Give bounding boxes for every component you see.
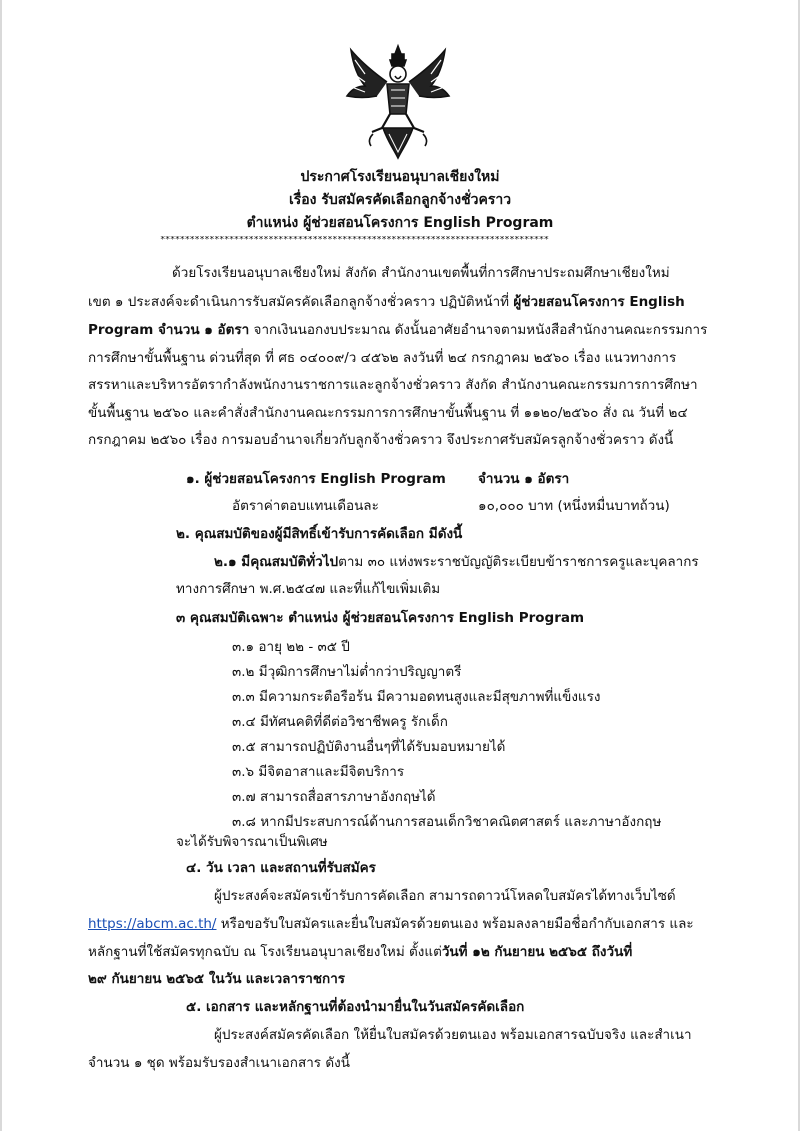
title-line-2: เรื่อง รับสมัครคัดเลือกลูกจ้างชั่วคราว bbox=[288, 192, 512, 208]
section-4-date-range: วันที่ ๑๒ กันยายน ๒๕๖๕ ถึงวันที่ bbox=[441, 944, 633, 960]
intro-line-3 bbox=[88, 321, 707, 339]
section-5-line-2: จำนวน ๑ ชุด พร้อมรับรองสำเนาเอกสาร ดังนี้ bbox=[88, 1055, 350, 1071]
intro-line-3-text: จากเงินนอกงบประมาณ ดังนั้นอาศัยอำนาจตามหนังสือสำนักงานคณะกรรมการ bbox=[253, 322, 708, 338]
application-website-link[interactable]: https://abcm.ac.th/ bbox=[88, 916, 217, 932]
intro-line-4: การศึกษาขั้นพื้นฐาน ด่วนที่สุด ที่ ศธ ๐๔๐๐๙/ว ๔๕๖๒ ลงวันที่ ๒๔ กรกฎาคม ๒๕๖๐ เรื่อง แนวทางการ bbox=[88, 350, 677, 366]
intro-line-2 bbox=[88, 293, 685, 311]
section-4-line-4 bbox=[88, 970, 345, 988]
qualification-item: ๓.๑ อายุ ๒๒ - ๓๕ ปี bbox=[232, 639, 350, 655]
salary-label: อัตราค่าตอบแทนเดือนละ bbox=[232, 498, 379, 514]
intro-line-7: กรกฎาคม ๒๕๖๐ เรื่อง การมอบอำนาจเกี่ยวกับลูกจ้างชั่วคราว จึงประกาศรับสมัครลูกจ้างชั่วคราว ดังนี้ bbox=[88, 432, 674, 448]
section-4-line-2 bbox=[88, 915, 694, 933]
section-4-line-2-text: หรือขอรับใบสมัครและยื่นใบสมัครด้วยตนเอง พร้อมลงลายมือชื่อกำกับเอกสาร และ bbox=[220, 916, 694, 932]
intro-line-1: ด้วยโรงเรียนอนุบาลเชียงใหม่ สังกัด สำนักงานเขตพื้นที่การศึกษาประถมศึกษาเชียงใหม่ bbox=[172, 265, 670, 281]
qualification-item: ๓.๖ มีจิตอาสาและมีจิตบริการ bbox=[232, 764, 405, 780]
qualification-closing: จะได้รับพิจารณาเป็นพิเศษ bbox=[176, 834, 328, 850]
section-3-heading: ๓ คุณสมบัติเฉพาะ ตำแหน่ง ผู้ช่วยสอนโครงการ English Program bbox=[176, 610, 585, 626]
section-4-heading: ๔. วัน เวลา และสถานที่รับสมัคร bbox=[186, 860, 376, 876]
garuda-emblem-icon bbox=[343, 42, 453, 162]
section-4-end-date: ๒๙ กันยายน ๒๕๖๕ ในวัน bbox=[88, 971, 242, 987]
section-2-1-line-2: ทางการศึกษา พ.ศ.๒๕๔๗ และที่แก้ไขเพิ่มเติม bbox=[176, 581, 441, 597]
section-2-1-bold: ๒.๑ มีคุณสมบัติทั่วไป bbox=[214, 554, 339, 570]
section-4-line-3 bbox=[88, 943, 632, 961]
salary-value: ๑๐,๐๐๐ บาท (หนึ่งหมื่นบาทถ้วน) bbox=[478, 498, 670, 514]
qualification-item: ๓.๓ มีความกระตือรือร้น มีความอดทนสูงและมีสุขภาพที่แข็งแรง bbox=[232, 689, 601, 705]
asterisk-divider: ******************************************************************************* bbox=[160, 236, 549, 244]
qualification-item: ๓.๘ หากมีประสบการณ์ด้านการสอนเด็กวิชาคณิตศาสตร์ และภาษาอังกฤษ bbox=[232, 814, 662, 830]
qualification-item: ๓.๕ สามารถปฏิบัติงานอื่นๆที่ได้รับมอบหมายได้ bbox=[232, 739, 506, 755]
section-4-office-hours: และเวลาราชการ bbox=[245, 971, 346, 987]
section-2-heading: ๒. คุณสมบัติของผู้มีสิทธิ์เข้ารับการคัดเลือก มีดังนี้ bbox=[176, 526, 463, 542]
intro-line-6: ขั้นพื้นฐาน ๒๕๖๐ และคำสั่งสำนักงานคณะกรรมการการศึกษาขั้นพื้นฐาน ที่ ๑๑๒๐/๒๕๖๐ สั่ง ณ วันที่ ๒๔ bbox=[88, 405, 688, 421]
intro-line-2-text: เขต ๑ ประสงค์จะดำเนินการรับสมัครคัดเลือกลูกจ้างชั่วคราว ปฏิบัติหน้าที่ bbox=[88, 294, 510, 310]
intro-line-5: สรรหาและบริหารอัตรากำลังพนักงานราชการและลูกจ้างชั่วคราว สังกัด สำนักงานคณะกรรมการการศึกษา bbox=[88, 377, 698, 393]
title-line-1: ประกาศโรงเรียนอนุบาลเชียงใหม่ bbox=[300, 169, 500, 185]
section-4-line-1: ผู้ประสงค์จะสมัครเข้ารับการคัดเลือก สามารถดาวน์โหลดใบสมัครได้ทางเว็บไซด์ bbox=[214, 888, 676, 904]
section-4-line-3-text: หลักฐานที่ใช้สมัครทุกฉบับ ณ โรงเรียนอนุบาลเชียงใหม่ ตั้งแต่ bbox=[88, 944, 442, 960]
intro-line-2-bold: ผู้ช่วยสอนโครงการ English bbox=[513, 294, 685, 310]
qualification-item: ๓.๔ มีทัศนคติที่ดีต่อวิชาชีพครู รักเด็ก bbox=[232, 714, 448, 730]
section-2-1-text: ตาม ๓๐ แห่งพระราชบัญญัติระเบียบข้าราชการครูและบุคลากร bbox=[338, 554, 699, 570]
qualification-item: ๓.๒ มีวุฒิการศึกษาไม่ต่ำกว่าปริญญาตรี bbox=[232, 664, 462, 680]
title-line-3: ตำแหน่ง ผู้ช่วยสอนโครงการ English Program bbox=[246, 215, 554, 231]
section-5-heading: ๕. เอกสาร และหลักฐานที่ต้องนำมายื่นในวันสมัครคัดเลือก bbox=[186, 999, 525, 1015]
position-title: ๑. ผู้ช่วยสอนโครงการ English Program bbox=[186, 471, 446, 487]
intro-line-3-bold: Program จำนวน ๑ อัตรา bbox=[88, 322, 250, 338]
section-5-line-1: ผู้ประสงค์สมัครคัดเลือก ให้ยื่นใบสมัครด้วยตนเอง พร้อมเอกสารฉบับจริง และสำเนา bbox=[214, 1027, 692, 1043]
section-2-1 bbox=[214, 553, 699, 571]
position-count: จำนวน ๑ อัตรา bbox=[478, 471, 570, 487]
qualification-item: ๓.๗ สามารถสื่อสารภาษาอังกฤษได้ bbox=[232, 789, 436, 805]
